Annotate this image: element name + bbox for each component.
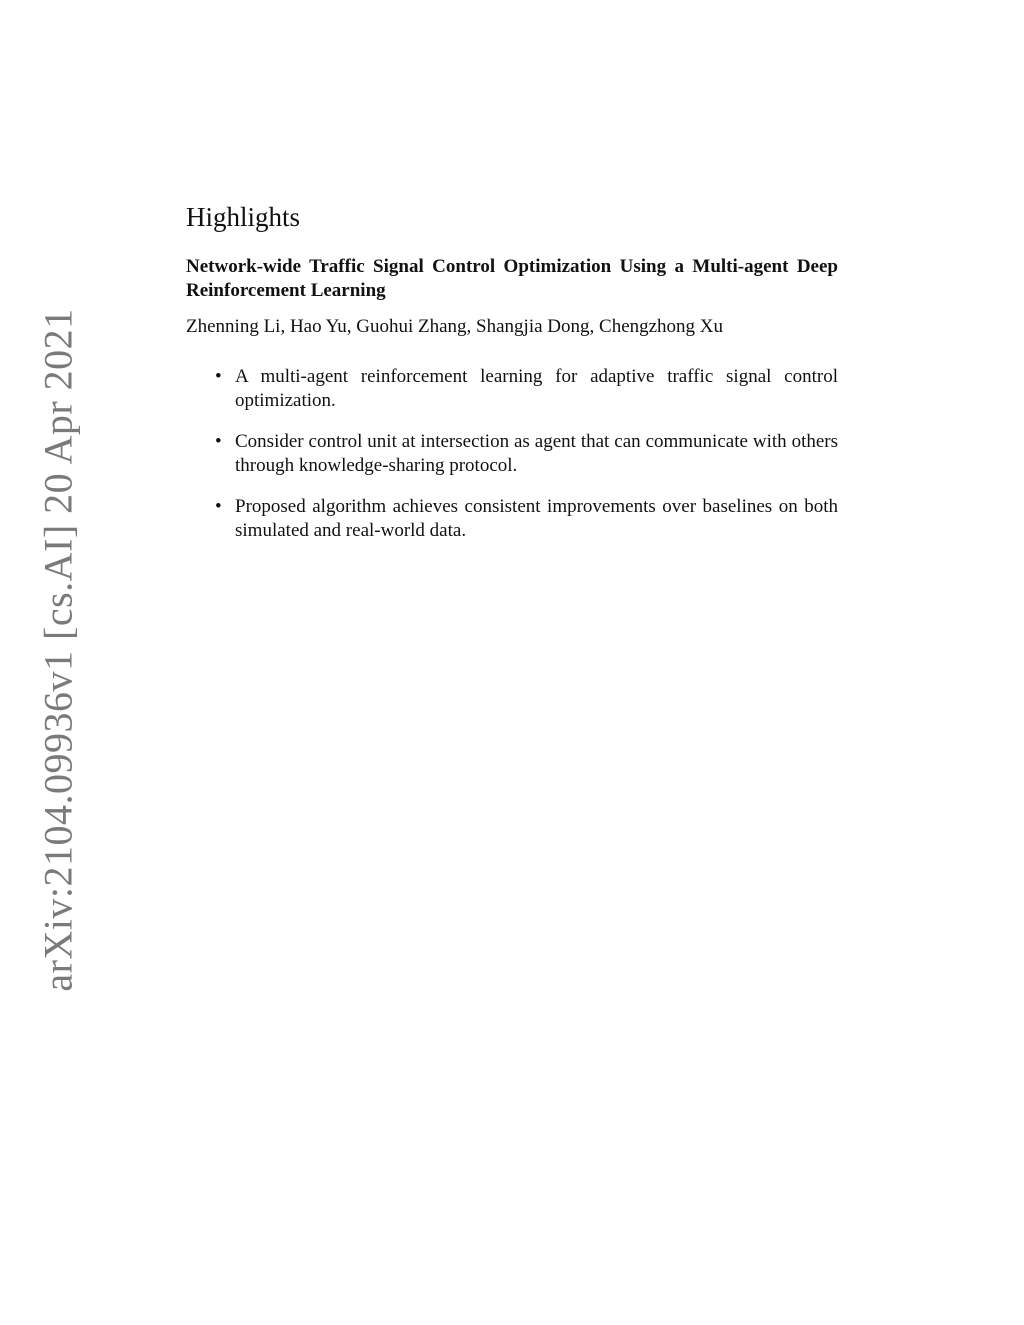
highlight-item (215, 365, 838, 413)
section-title: Highlights (186, 202, 301, 232)
highlight-text: A multi-agent reinforcement learning for adaptive traffic signal control optimization. (235, 366, 838, 412)
author-list: Zhenning Li, Hao Yu, Guohui Zhang, Shangjia Dong, Chengzhong Xu (186, 316, 724, 338)
bullet-icon: • (215, 496, 222, 518)
bullet-icon: • (215, 366, 222, 388)
highlight-item (215, 430, 838, 478)
arxiv-identifier-stamp: arXiv:2104.09936v1 [cs.AI] 20 Apr 2021 (35, 308, 81, 992)
bullet-icon: • (215, 431, 222, 453)
paper-title: Network-wide Traffic Signal Control Optimization Using a Multi-agent Deep Reinforcement Learning (186, 256, 838, 302)
highlight-text: Consider control unit at intersection as agent that can communicate with others through knowledge-sharing protocol. (235, 431, 838, 477)
highlights-page-content (186, 200, 838, 560)
highlight-text: Proposed algorithm achieves consistent improvements over baselines on both simulated and real-world data. (235, 496, 838, 542)
highlights-list (186, 365, 838, 543)
highlight-item (215, 495, 838, 543)
